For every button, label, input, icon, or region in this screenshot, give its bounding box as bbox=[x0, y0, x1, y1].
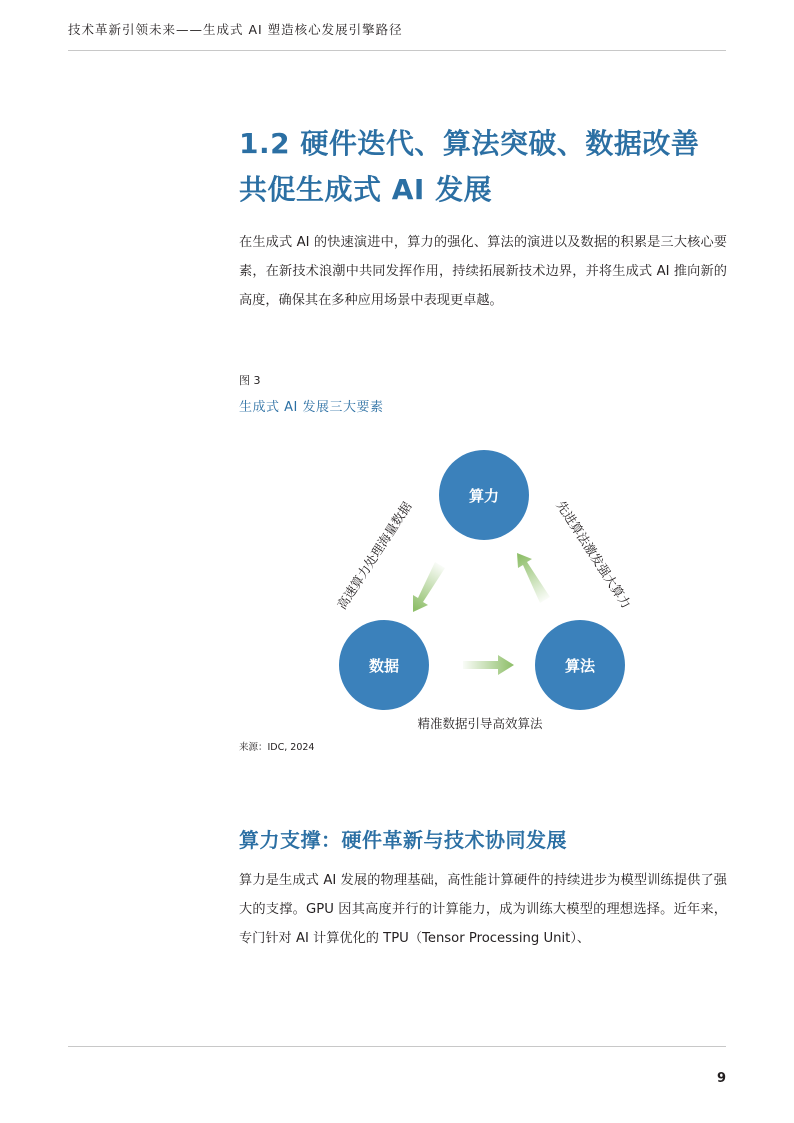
running-header: 技术革新引领未来——生成式 AI 塑造核心发展引擎路径 bbox=[68, 22, 403, 37]
node-data-label: 数据 bbox=[368, 657, 400, 675]
intro-paragraph: 在生成式 AI 的快速演进中，算力的强化、算法的演进以及数据的积累是三大核心要素，在新技术浪潮中共同发挥作用，持续拓展新技术边界，并将生成式 AI 推向新的高度，确保其在多种应用场景中表现更卓越。 bbox=[239, 235, 727, 308]
subsection-paragraph: 算力是生成式 AI 发展的物理基础，高性能计算硬件的持续进步为模型训练提供了强大的支撑。GPU 因其高度并行的计算能力，成为训练大模型的理想选择。近年来，专门针对 AI 计算优化的 TPU（Tensor Processing Unit）、 bbox=[239, 873, 727, 946]
node-compute bbox=[439, 450, 529, 540]
section-title-line-1: 1.2 硬件迭代、算法突破、数据改善 bbox=[239, 127, 700, 160]
figure-label: 图 3 bbox=[239, 374, 261, 387]
node-algorithm bbox=[535, 620, 625, 710]
node-algorithm-label: 算法 bbox=[564, 657, 596, 675]
section-title-line-2: 共促生成式 AI 发展 bbox=[239, 173, 493, 206]
figure-title: 生成式 AI 发展三大要素 bbox=[239, 400, 384, 415]
arrow-data-to-algorithm bbox=[463, 655, 514, 675]
three-elements-diagram bbox=[300, 440, 660, 740]
edge-label-right: 先进算法激发强大算力 bbox=[553, 498, 635, 612]
footer-divider bbox=[68, 1046, 726, 1047]
edge-label-left: 高速算力处理海量数据 bbox=[333, 499, 415, 613]
section-title bbox=[239, 121, 739, 213]
page-number: 9 bbox=[716, 1071, 726, 1086]
subsection-heading: 算力支撑：硬件革新与技术协同发展 bbox=[239, 828, 567, 852]
arrow-algorithm-to-compute bbox=[517, 553, 550, 603]
header-divider bbox=[68, 50, 726, 51]
edge-label-bottom: 精准数据引导高效算法 bbox=[417, 716, 543, 731]
node-compute-label: 算力 bbox=[468, 487, 500, 505]
node-data bbox=[339, 620, 429, 710]
figure-source: 来源：IDC, 2024 bbox=[239, 742, 315, 753]
arrow-compute-to-data bbox=[413, 562, 445, 612]
